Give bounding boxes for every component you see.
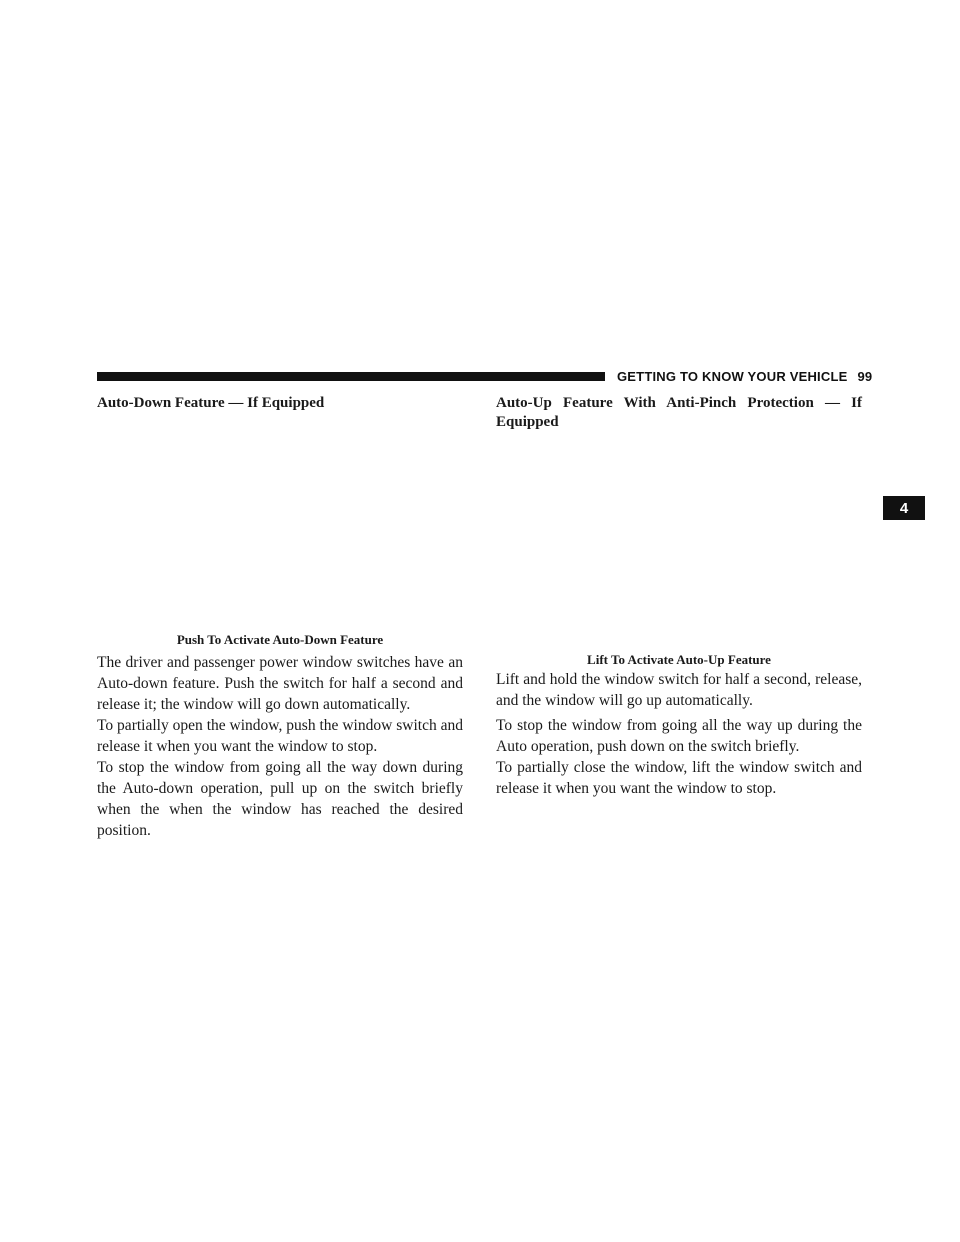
chapter-tab: 4 [883, 496, 925, 520]
header-rule [97, 372, 605, 381]
auto-down-paragraph: The driver and passenger power window switches have an Auto-down feature. Push the switch for half a second and release it; the window will go down automatically. [97, 654, 463, 713]
auto-up-paragraph: To stop the window from going all the way up during the Auto operation, push down on the switch briefly. [496, 717, 862, 755]
auto-up-paragraph: Lift and hold the window switch for half a second, release, and the window will go up automatically. [496, 671, 862, 709]
page-number: 99 [857, 369, 873, 384]
auto-up-figure [496, 438, 862, 646]
auto-down-heading: Auto-Down Feature — If Equipped [97, 395, 325, 411]
section-title: GETTING TO KNOW YOUR VEHICLE [617, 369, 848, 384]
auto-up-heading: Auto-Up Feature With Anti-Pinch Protection — If Equipped [496, 395, 862, 430]
running-header [617, 369, 872, 384]
auto-up-caption: Lift To Activate Auto-Up Feature [587, 652, 771, 667]
auto-down-figure [97, 430, 463, 626]
auto-down-paragraph: To stop the window from going all the way down during the Auto-down operation, pull up on the switch briefly when the when the window has reached the desired position. [97, 759, 463, 839]
auto-down-paragraph: To partially open the window, push the window switch and release it when you want the window to stop. [97, 717, 463, 755]
auto-up-paragraph: To partially close the window, lift the window switch and release it when you want the window to stop. [496, 759, 862, 797]
auto-down-caption: Push To Activate Auto-Down Feature [176, 632, 384, 647]
